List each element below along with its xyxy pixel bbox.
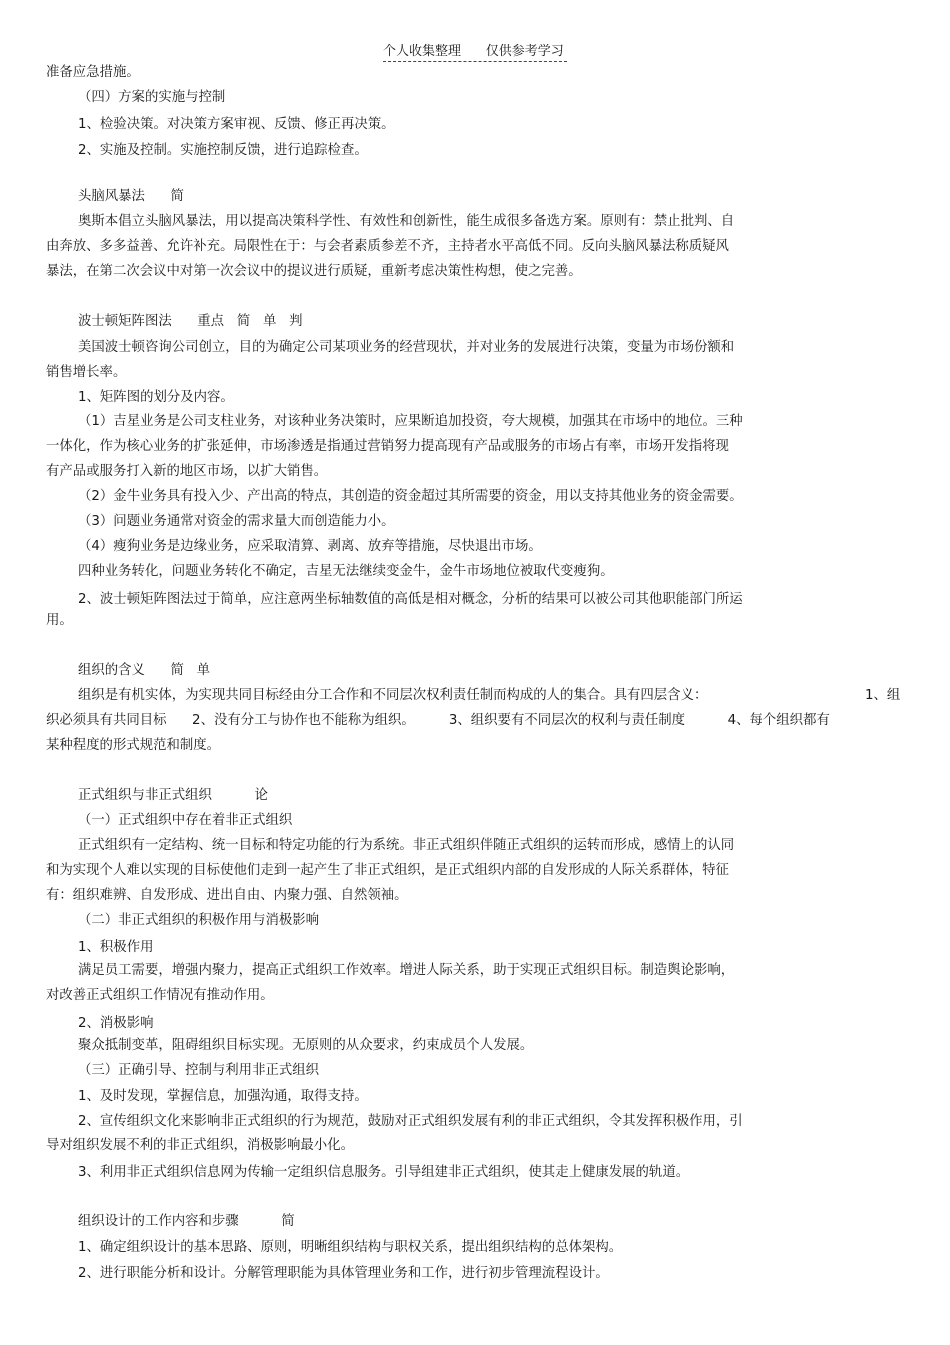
text-line: （四）方案的实施与控制 [78, 90, 226, 105]
text-line: 3、利用非正式组织信息网为传输一定组织信息服务。引导组建非正式组织，使其走上健康发展的轨道。 [78, 1165, 690, 1180]
text-line: 和为实现个人难以实现的目标使他们走到一起产生了非正式组织，是正式组织内部的自发形成的人际关系群体，特征 [46, 863, 729, 878]
text-line: 准备应急措施。 [46, 65, 140, 80]
text-line: 聚众抵制变革，阻碍组织目标实现。无原则的从众要求，约束成员个人发展。 [78, 1038, 534, 1053]
text-line: 组织是有机实体，为实现共同目标经由分工合作和不同层次权利责任制而构成的人的集合。具有四层含义： [78, 688, 708, 703]
text-line: 销售增长率。 [46, 365, 127, 380]
text-line: （1）吉星业务是公司支柱业务，对该种业务决策时，应果断追加投资，夸大规模，加强其在市场中的地位。三种 [78, 414, 743, 429]
text-line: 2、宣传组织文化来影响非正式组织的行为规范，鼓励对正式组织发展有利的非正式组织，令其发挥积极作用，引 [78, 1114, 743, 1129]
section-heading: 组织设计的工作内容和步骤 简 [78, 1214, 295, 1229]
text-line: 满足员工需要，增强内聚力，提高正式组织工作效率。增进人际关系，助于实现正式组织目标。制造舆论影响， [78, 963, 735, 978]
text-line: 对改善正式组织工作情况有推动作用。 [46, 988, 274, 1003]
section-heading: 正式组织与非正式组织 论 [78, 788, 268, 803]
text-line: 1、确定组织设计的基本思路、原则，明晰组织结构与职权关系，提出组织结构的总体架构。 [78, 1240, 623, 1255]
text-line: 某种程度的形式规范和制度。 [46, 738, 221, 753]
text-line: （4）瘦狗业务是边缘业务，应采取清算、剥离、放弃等措施，尽快退出市场。 [78, 539, 542, 554]
text-line: 暴法，在第二次会议中对第一次会议中的提议进行质疑，重新考虑决策性构想，使之完善。 [46, 264, 582, 279]
text-line: （3）问题业务通常对资金的需求量大而创造能力小。 [78, 514, 395, 529]
text-line: （一）正式组织中存在着非正式组织 [78, 813, 293, 828]
text-line: 2、实施及控制。实施控制反馈，进行追踪检查。 [78, 143, 368, 158]
text-line: 导对组织发展不利的非正式组织，消极影响最小化。 [46, 1138, 354, 1153]
text-line: 1、矩阵图的划分及内容。 [78, 390, 234, 405]
text-line: （2）金牛业务具有投入少、产出高的特点，其创造的资金超过其所需要的资金，用以支持其他业务的资金需要。 [78, 489, 743, 504]
section-heading: 组织的含义 简 单 [78, 663, 211, 678]
text-line: 1、组 [865, 688, 901, 703]
text-line: （三）正确引导、控制与利用非正式组织 [78, 1063, 320, 1078]
section-heading: 波士顿矩阵图法 重点 简 单 判 [78, 314, 303, 329]
text-line: 四种业务转化，问题业务转化不确定，吉星无法继续变金牛，金牛市场地位被取代变瘦狗。 [78, 564, 614, 579]
text-line: 1、积极作用 [78, 940, 154, 955]
text-line: 1、及时发现，掌握信息，加强沟通，取得支持。 [78, 1089, 368, 1104]
text-line: 由奔放、多多益善、允许补充。局限性在于：与会者素质参差不齐，主持者水平高低不同。反向头脑风暴法称质疑风 [46, 239, 729, 254]
text-line: 2、进行职能分析和设计。分解管理职能为具体管理业务和工作，进行初步管理流程设计。 [78, 1266, 609, 1281]
text-line: 织必须具有共同目标 2、没有分工与协作也不能称为组织。 3、组织要有不同层次的权利与责任制度 4、每个组织都有 [46, 713, 830, 728]
text-line: 2、消极影响 [78, 1016, 154, 1031]
text-line: 正式组织有一定结构、统一目标和特定功能的行为系统。非正式组织伴随正式组织的运转而形成，感情上的认同 [78, 838, 735, 853]
text-line: 奥斯本倡立头脑风暴法，用以提高决策科学性、有效性和创新性，能生成很多备选方案。原则有：禁止批判、自 [78, 214, 735, 229]
text-line: 2、波士顿矩阵图法过于简单，应注意两坐标轴数值的高低是相对概念，分析的结果可以被公司其他职能部门所运 [78, 592, 743, 607]
text-line: （二）非正式组织的积极作用与消极影响 [78, 913, 320, 928]
text-line: 1、检验决策。对决策方案审视、反馈、修正再决策。 [78, 117, 395, 132]
text-line: 一体化，作为核心业务的扩张延伸，市场渗透是指通过营销努力提高现有产品或服务的市场占有率，市场开发指将现 [46, 439, 729, 454]
section-heading: 头脑风暴法 简 [78, 189, 184, 204]
text-line: 用。 [46, 613, 73, 628]
text-line: 美国波士顿咨询公司创立，目的为确定公司某项业务的经营现状，并对业务的发展进行决策，变量为市场份额和 [78, 340, 735, 355]
text-line: 有：组织难辨、自发形成、进出自由、内聚力强、自然领袖。 [46, 888, 408, 903]
text-line: 有产品或服务打入新的地区市场，以扩大销售。 [46, 464, 328, 479]
page-header: 个人收集整理 仅供参考学习 [383, 40, 567, 62]
